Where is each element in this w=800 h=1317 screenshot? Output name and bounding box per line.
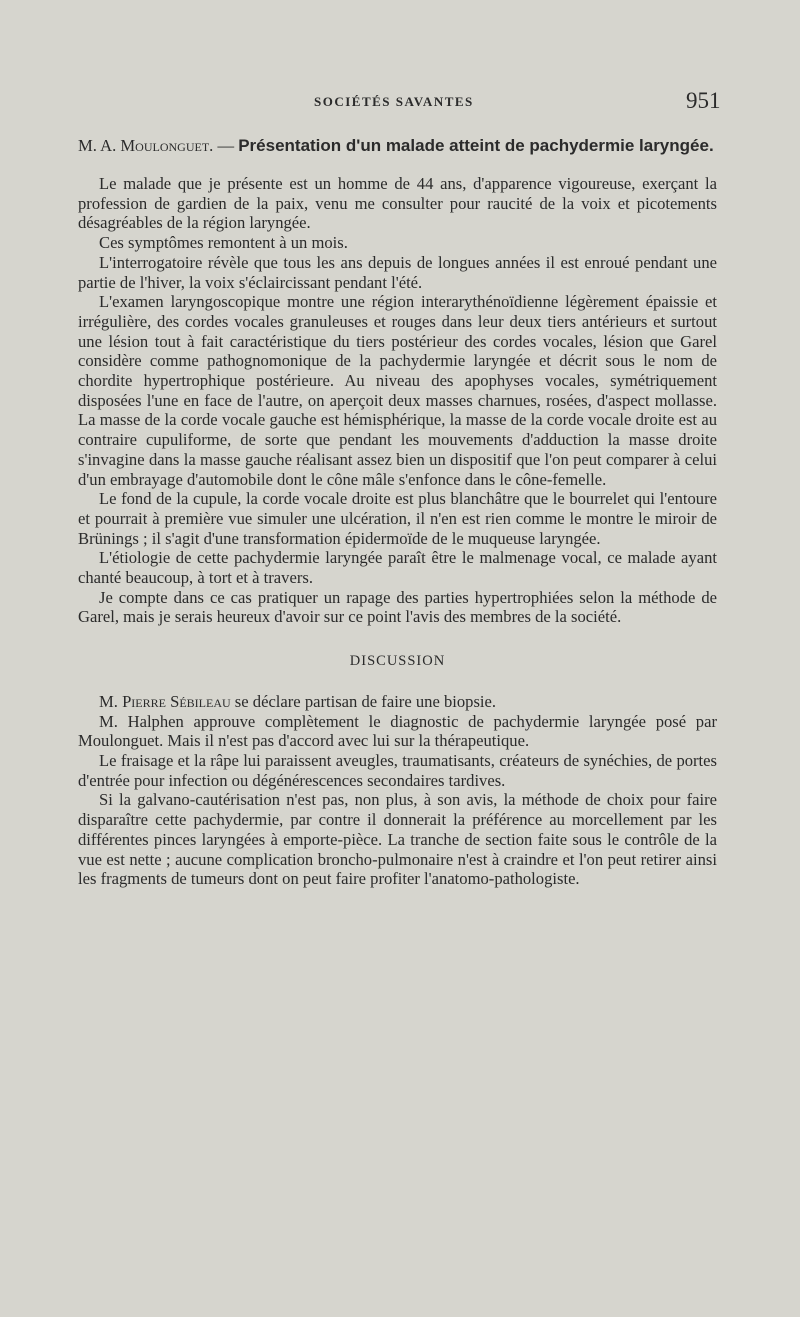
discussion-text: se déclare partisan de faire une biopsie. [230, 691, 497, 711]
paragraph: L'interrogatoire révèle que tous les ans depuis de longues années il est enroué pendant une partie de l'hiver, la voix s'éclaircissant pendant l'été. [78, 252, 717, 292]
discussion-paragraph [78, 692, 717, 712]
page-header [0, 88, 800, 118]
discussion-paragraph: Le fraisage et la râpe lui paraissent aveugles, traumatisants, créateurs de synéchies, de portes d'entrée pour infection ou dégénérescences secondaires tardives. [78, 750, 717, 790]
paragraph: Je compte dans ce cas pratiquer un rapage des parties hypertrophiées selon la méthode de Garel, mais je serais heureux d'avoir sur ce point l'avis des membres de la société. [78, 587, 717, 627]
paragraph: L'examen laryngoscopique montre une région interarythénoïdienne légèrement épaissie et irrégulière, des cordes vocales granuleuses et rouges dans leur deux tiers antérieurs et surtout une lésion tout à fait caractéristique du tiers postérieur des cordes vocales, lésion que Garel considère comme pathognomonique de la pachydermie laryngée et décrit sous le nom de chordite hypertrophique postérieure. Au niveau des apophyses vocales, symétriquement disposées l'une en face de l'autre, on aperçoit deux masses charnues, rosées, d'aspect mollasse. La masse de la corde vocale gauche est hémisphérique, la masse de la corde vocale droite est au contraire cupuliforme, de sorte que pendant les mouvements d'adduction la masse droite s'invagine dans la masse gauche réalisant assez bien un dispositif que l'on peut comparer à celui d'un embrayage d'automobile dont le cône mâle s'enfonce dans le cône-femelle. [78, 292, 717, 489]
article-heading [78, 135, 717, 156]
speaker-name: Pierre Sébileau [122, 691, 231, 711]
article-title: Présentation d'un malade atteint de pachydermie laryngée. [238, 136, 714, 155]
paragraph: Le malade que je présente est un homme de 44 ans, d'apparence vigoureuse, exerçant la profession de gardien de la paix, venu me consulter pour raucité de la voix et picotements désagréables de la région laryngée. [78, 174, 717, 233]
title-dash: — [213, 136, 239, 155]
running-title: SOCIÉTÉS SAVANTES [314, 94, 474, 109]
paragraph: Ces symptômes remontent à un mois. [99, 233, 348, 253]
author-initial: M. A. [78, 136, 121, 155]
discussion-heading: DISCUSSION [349, 653, 446, 670]
author-name: Moulonguet. [120, 136, 214, 155]
discussion-paragraph: Si la galvano-cautérisation n'est pas, non plus, à son avis, la méthode de choix pour faire disparaître cette pachydermie, par contre il donnerait la préférence au morcellement par les différentes pinces laryngées à emporte-pièce. La tranche de section faite sous le contrôle de la vue est nette ; aucune complication broncho-pulmonaire n'est à craindre et l'on peut retirer ainsi les fragments de tumeurs dont on peut faire profiter l'anatomo-pathologiste. [78, 790, 717, 889]
speaker-prefix: M. [99, 691, 123, 711]
paragraph: Le fond de la cupule, la corde vocale droite est plus blanchâtre que le bourrelet qui l'entoure et pourrait à première vue simuler une ulcération, il n'en est rien comme le montre le miroir de Brünings ; il s'agit d'une transformation épidermoïde de le muqueuse laryngée. [78, 489, 717, 548]
page-body [78, 135, 717, 889]
discussion-paragraph: M. Halphen approuve complètement le diagnostic de pachydermie laryngée posé par Moulonguet. Mais il n'est pas d'accord avec lui sur la thérapeutique. [78, 711, 717, 751]
page-number: 951 [686, 88, 721, 113]
paragraph: L'étiologie de cette pachydermie laryngée paraît être le malmenage vocal, ce malade ayant chanté beaucoup, à tort et à travers. [78, 548, 717, 588]
